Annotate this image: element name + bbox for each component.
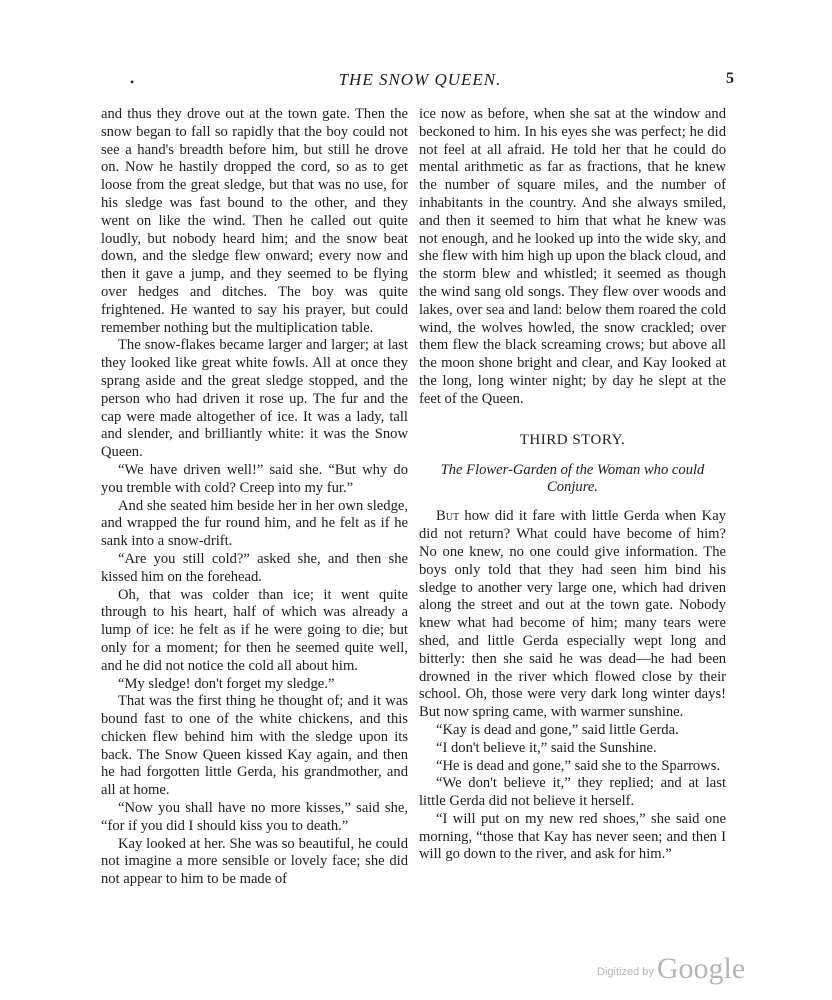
paragraph: “My sledge! don't forget my sledge.” bbox=[118, 675, 335, 692]
paragraph: That was the first thing he thought of; and it was bound fast to one of the white chickens, and this chicken flew behind him with the sledge upon its back. The Snow Queen kissed Kay again, and then he had forgotten little Gerda, his grandmother, and all at home. bbox=[101, 693, 408, 799]
paragraph: Kay looked at her. She was so beautiful, he could not imagine a more sensible or lovely face; she did not appear to him to be made of bbox=[101, 835, 408, 888]
paragraph: And she seated him beside her in her own sledge, and wrapped the fur round him, and he felt as if he sank into a snow-drift. bbox=[101, 497, 408, 550]
story-heading: THIRD STORY. bbox=[519, 431, 626, 448]
left-column bbox=[101, 106, 408, 889]
paragraph: The snow-flakes became larger and larger; at last they looked like great white fowls. All at once they sprang aside and the great sledge stopped, and the person who had driven it rose up. The fur and the cap were made altogether of ice. It was a lady, tall and slender, and brilliantly white: it was the Snow Queen. bbox=[101, 337, 408, 461]
paragraph: ice now as before, when she sat at the window and beckoned to him. In his eyes she was perfect; he did not feel at all afraid. He told her that he could do mental arithmetic as far as fractions, that he knew the number of square miles, and the number of inhabitants in the country. And she always smiled, and then it seemed to him that what he knew was not enough, and he looked up into the wide sky, and she flew with him high up upon the black cloud, and the storm blew and whistled; it seemed as though the wind sang old songs. They flew over woods and lakes, over sea and land: below them roared the cold wind, the wolves howled, the snow crackled; over them flew the black screaming crows; but above all the moon shone bright and clear, and Kay looked at the long, long winter night; by day he slept at the feet of the Queen. bbox=[419, 106, 726, 407]
watermark-prefix: Digitized by bbox=[597, 966, 654, 978]
margin-mark: • bbox=[130, 75, 135, 89]
paragraph: “Kay is dead and gone,” said little Gerda. bbox=[436, 721, 679, 738]
digitized-watermark bbox=[597, 952, 745, 986]
right-column bbox=[419, 106, 726, 864]
paragraph: “We don't believe it,” they replied; and at last little Gerda did not believe it herself. bbox=[419, 775, 726, 810]
watermark-brand: Google bbox=[656, 952, 746, 985]
paragraph: “We have driven well!” said she. “But why do you tremble with cold? Creep into my fur.” bbox=[101, 461, 408, 496]
story-subtitle: The Flower-Garden of the Woman who could Conjure. bbox=[440, 462, 705, 496]
paragraph: Oh, that was colder than ice; it went quite through to his heart, half of which was already a lump of ice: he felt as if he were going to die; but only for a moment; for then he seemed quite well, and he did not notice the cold all about him. bbox=[101, 586, 408, 674]
page-number: 5 bbox=[726, 70, 734, 87]
paragraph: “I don't believe it,” said the Sunshine. bbox=[436, 739, 657, 756]
drop-word: But bbox=[436, 508, 460, 525]
paragraph: “Now you shall have no more kisses,” said she, “for if you did I should kiss you to death.” bbox=[101, 800, 408, 834]
paragraph: and thus they drove out at the town gate. Then the snow began to fall so rapidly that the boy could not see a hand's breadth before him, but still he drove on. Now he hastily dropped the cord, so as to get loose from the great sledge, but that was no use, for his sledge was fast bound to the other, and they went on like the wind. Then he called out quite loudly, but nobody heard him; and the snow beat down, and the sledge flew onward; every now and then it gave a jump, and they seemed to be flying over hedges and ditches. The boy was quite frightened. He wanted to say his prayer, but could remember nothing but the multiplication table. bbox=[101, 106, 408, 336]
paragraph-text: how did it fare with little Gerda when Kay did not return? What could have become of him? No one knew, no one could give information. The boys only told that they had seen him bind his sledge to another very large one, which had driven along the street and out at the town gate. Nobody knew what had become of him; many tears were shed, and little Gerda especially wept long and bitterly: then she said he was dead—he had been drowned in the river which flowed close by their school. Oh, those were very dark long winter days! But now spring came, with warmer sunshine. bbox=[419, 508, 726, 721]
page-header bbox=[100, 70, 740, 94]
paragraph: “He is dead and gone,” said she to the Sparrows. bbox=[436, 757, 721, 774]
paragraph: “Are you still cold?” asked she, and then she kissed him on the forehead. bbox=[101, 550, 408, 585]
running-title: THE SNOW QUEEN. bbox=[338, 70, 502, 89]
paragraph: “I will put on my new red shoes,” she said one morning, “those that Kay has never seen; and then I will go down to the river, and ask for him.” bbox=[419, 810, 726, 863]
paragraph bbox=[419, 508, 726, 722]
